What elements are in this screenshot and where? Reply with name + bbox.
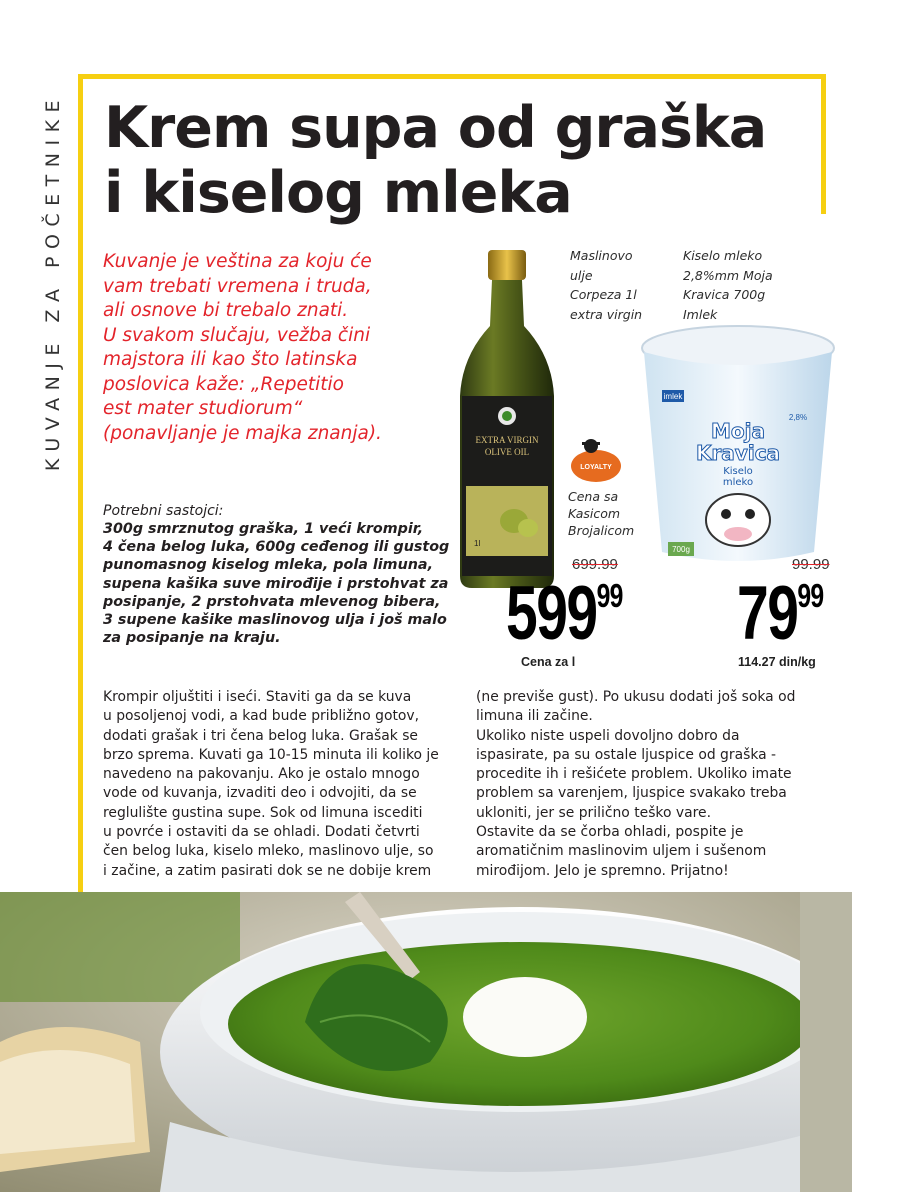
loyalty-note-line: Brojalicom — [568, 523, 635, 538]
instruction-line: reglulište gustina supe. Sok od limuna iscediti — [103, 804, 423, 821]
ingredient-line: supena kašika suve mirođije i prstohvat za — [103, 575, 449, 592]
oil-product-name — [570, 246, 642, 324]
oil-price-cents: 99 — [596, 577, 623, 614]
ingredient-line: 4 čena belog luka, 600g ceđenog ili gustog — [103, 539, 450, 556]
ingredients-label: Potrebni sastojci: — [103, 503, 224, 519]
intro-line: (ponavljanje je majka znanja). — [103, 422, 382, 444]
instructions-column-1 — [103, 688, 463, 881]
recipe-title — [104, 96, 766, 226]
frame-top-border — [78, 74, 826, 79]
yogurt-old-price: 99.99 — [792, 556, 830, 573]
instruction-line: Ukoliko niste uspeli dovoljno dobro da — [476, 727, 740, 744]
loyalty-note-line: Kasicom — [568, 506, 621, 521]
yogurt-product-name — [683, 246, 773, 324]
intro-line: U svakom slučaju, vežba čini — [103, 324, 371, 346]
instruction-line: ispasirate, pa su ostale ljuspice od graška - — [476, 746, 777, 763]
section-label-text: KUVANJE ZA POČETNIKE — [42, 92, 64, 472]
intro-line: est mater studiorum“ — [103, 398, 303, 419]
loyalty-piggy-icon — [565, 436, 623, 486]
instruction-line: aromatičnim maslinovim uljem i sušenom — [476, 843, 767, 860]
yogurt-price-cents: 99 — [797, 577, 824, 614]
yogurt-name-line: Kiselo mleko — [683, 248, 763, 263]
ingredient-line: punomasnog kiselog mleka, pola limuna, — [103, 557, 434, 574]
instructions-column-2 — [476, 688, 836, 881]
bucket-sub-line-2: mleko — [722, 477, 754, 488]
bottle-label-line-1: EXTRA VIRGIN — [475, 435, 539, 445]
yogurt-name-line: Kravica 700g — [683, 287, 766, 302]
yogurt-name-line: 2,8%mm Moja — [683, 267, 773, 283]
soup-photo — [0, 892, 852, 1192]
ingredient-line: za posipanje na kraju. — [103, 630, 281, 647]
oil-price — [506, 571, 623, 656]
oil-price-main: 599 — [506, 571, 597, 656]
ingredient-line: posipanje, 2 prstohvata mlevenog bibera, — [103, 593, 441, 610]
yogurt-bucket-image — [638, 320, 838, 570]
intro-line: vam trebati vremena i truda, — [103, 275, 372, 297]
yogurt-name-line: Imlek — [683, 306, 718, 322]
ingredients-list — [103, 520, 463, 647]
instruction-line: u povrće i ostaviti da se ohladi. Dodati četvrti — [103, 824, 420, 841]
yogurt-price — [737, 571, 824, 656]
instruction-line: čen belog luka, kiselo mleko, maslinovo ulje, so — [103, 843, 434, 860]
instruction-line: problem sa varenjem, ljuspice svakako treba — [476, 785, 787, 802]
instruction-line: vode od kuvanja, izvaditi deo i odvojiti, da se — [103, 785, 417, 802]
section-label — [33, 72, 73, 492]
bucket-title-line-2: Kravica — [695, 441, 781, 465]
intro-line: Kuvanje je veština za koju će — [103, 251, 372, 272]
oil-name-line: Corpeza 1l — [570, 287, 637, 302]
instruction-line: procedite ih i rešićete problem. Ukoliko imate — [476, 766, 792, 783]
loyalty-note-line: Cena sa — [568, 489, 619, 504]
bottle-label-line-2: OLIVE OIL — [484, 447, 530, 457]
ingredient-line: 300g smrznutog graška, 1 veći krompir, — [103, 521, 424, 537]
oil-price-unit: Cena za l — [521, 655, 576, 669]
bucket-sub-line-1: Kiselo — [723, 466, 753, 477]
oil-name-line: ulje — [570, 267, 593, 283]
oil-old-price: 699.99 — [572, 556, 618, 573]
ingredient-line: 3 supene kašike maslinovog ulja i još malo — [103, 612, 447, 629]
bucket-brand: imlek — [663, 392, 683, 401]
frame-right-border — [821, 74, 826, 214]
instruction-line: Krompir oljuštiti i iseći. Staviti ga da se kuva — [103, 689, 412, 705]
intro-line: ali osnove bi trebalo znati. — [103, 300, 349, 321]
intro-text — [103, 250, 423, 446]
loyalty-badge-text: LOYALTY — [580, 464, 612, 471]
frame-left-border — [78, 74, 83, 894]
instruction-line: navedeno na pakovanju. Ako je ostalo mnogo — [103, 766, 420, 783]
bucket-fat: 2,8% — [788, 413, 808, 422]
oil-name-line: extra virgin — [570, 306, 643, 322]
olive-oil-bottle-image — [452, 246, 562, 591]
intro-line: poslovica kaže: „Repetitio — [103, 373, 344, 395]
title-line-1: Krem supa od graška — [104, 95, 767, 161]
instruction-line: (ne previše gust). Po ukusu dodati još soka od — [476, 689, 796, 705]
oil-name-line: Maslinovo — [570, 248, 633, 263]
instruction-line: dodati grašak i tri čena belog luka. Grašak se — [103, 727, 418, 744]
yogurt-price-unit: 114.27 din/kg — [738, 655, 816, 669]
intro-line: majstora ili kao što latinska — [103, 349, 358, 370]
instruction-line: limuna ili začine. — [476, 708, 593, 725]
bucket-title-line-1: Moja — [711, 419, 765, 443]
instruction-line: brzo sprema. Kuvati ga 10-15 minuta ili koliko je — [103, 746, 439, 763]
instruction-line: i začine, a zatim pasirati dok se ne dobije krem — [103, 862, 432, 879]
instruction-line: ukloniti, jer se prilično teško vare. — [476, 804, 711, 821]
instruction-line: mirođijom. Jelo je spremno. Prijatno! — [476, 862, 729, 879]
title-line-2: i kiselog mleka — [104, 160, 572, 226]
bucket-weight: 700g — [672, 545, 690, 554]
instruction-line: u posoljenoj vodi, a kad bude približno gotov, — [103, 708, 420, 725]
loyalty-note — [568, 488, 634, 539]
yogurt-price-main: 79 — [737, 571, 798, 656]
instruction-line: Ostavite da se čorba ohladi, pospite je — [476, 824, 744, 841]
bottle-volume: 1l — [474, 539, 481, 548]
